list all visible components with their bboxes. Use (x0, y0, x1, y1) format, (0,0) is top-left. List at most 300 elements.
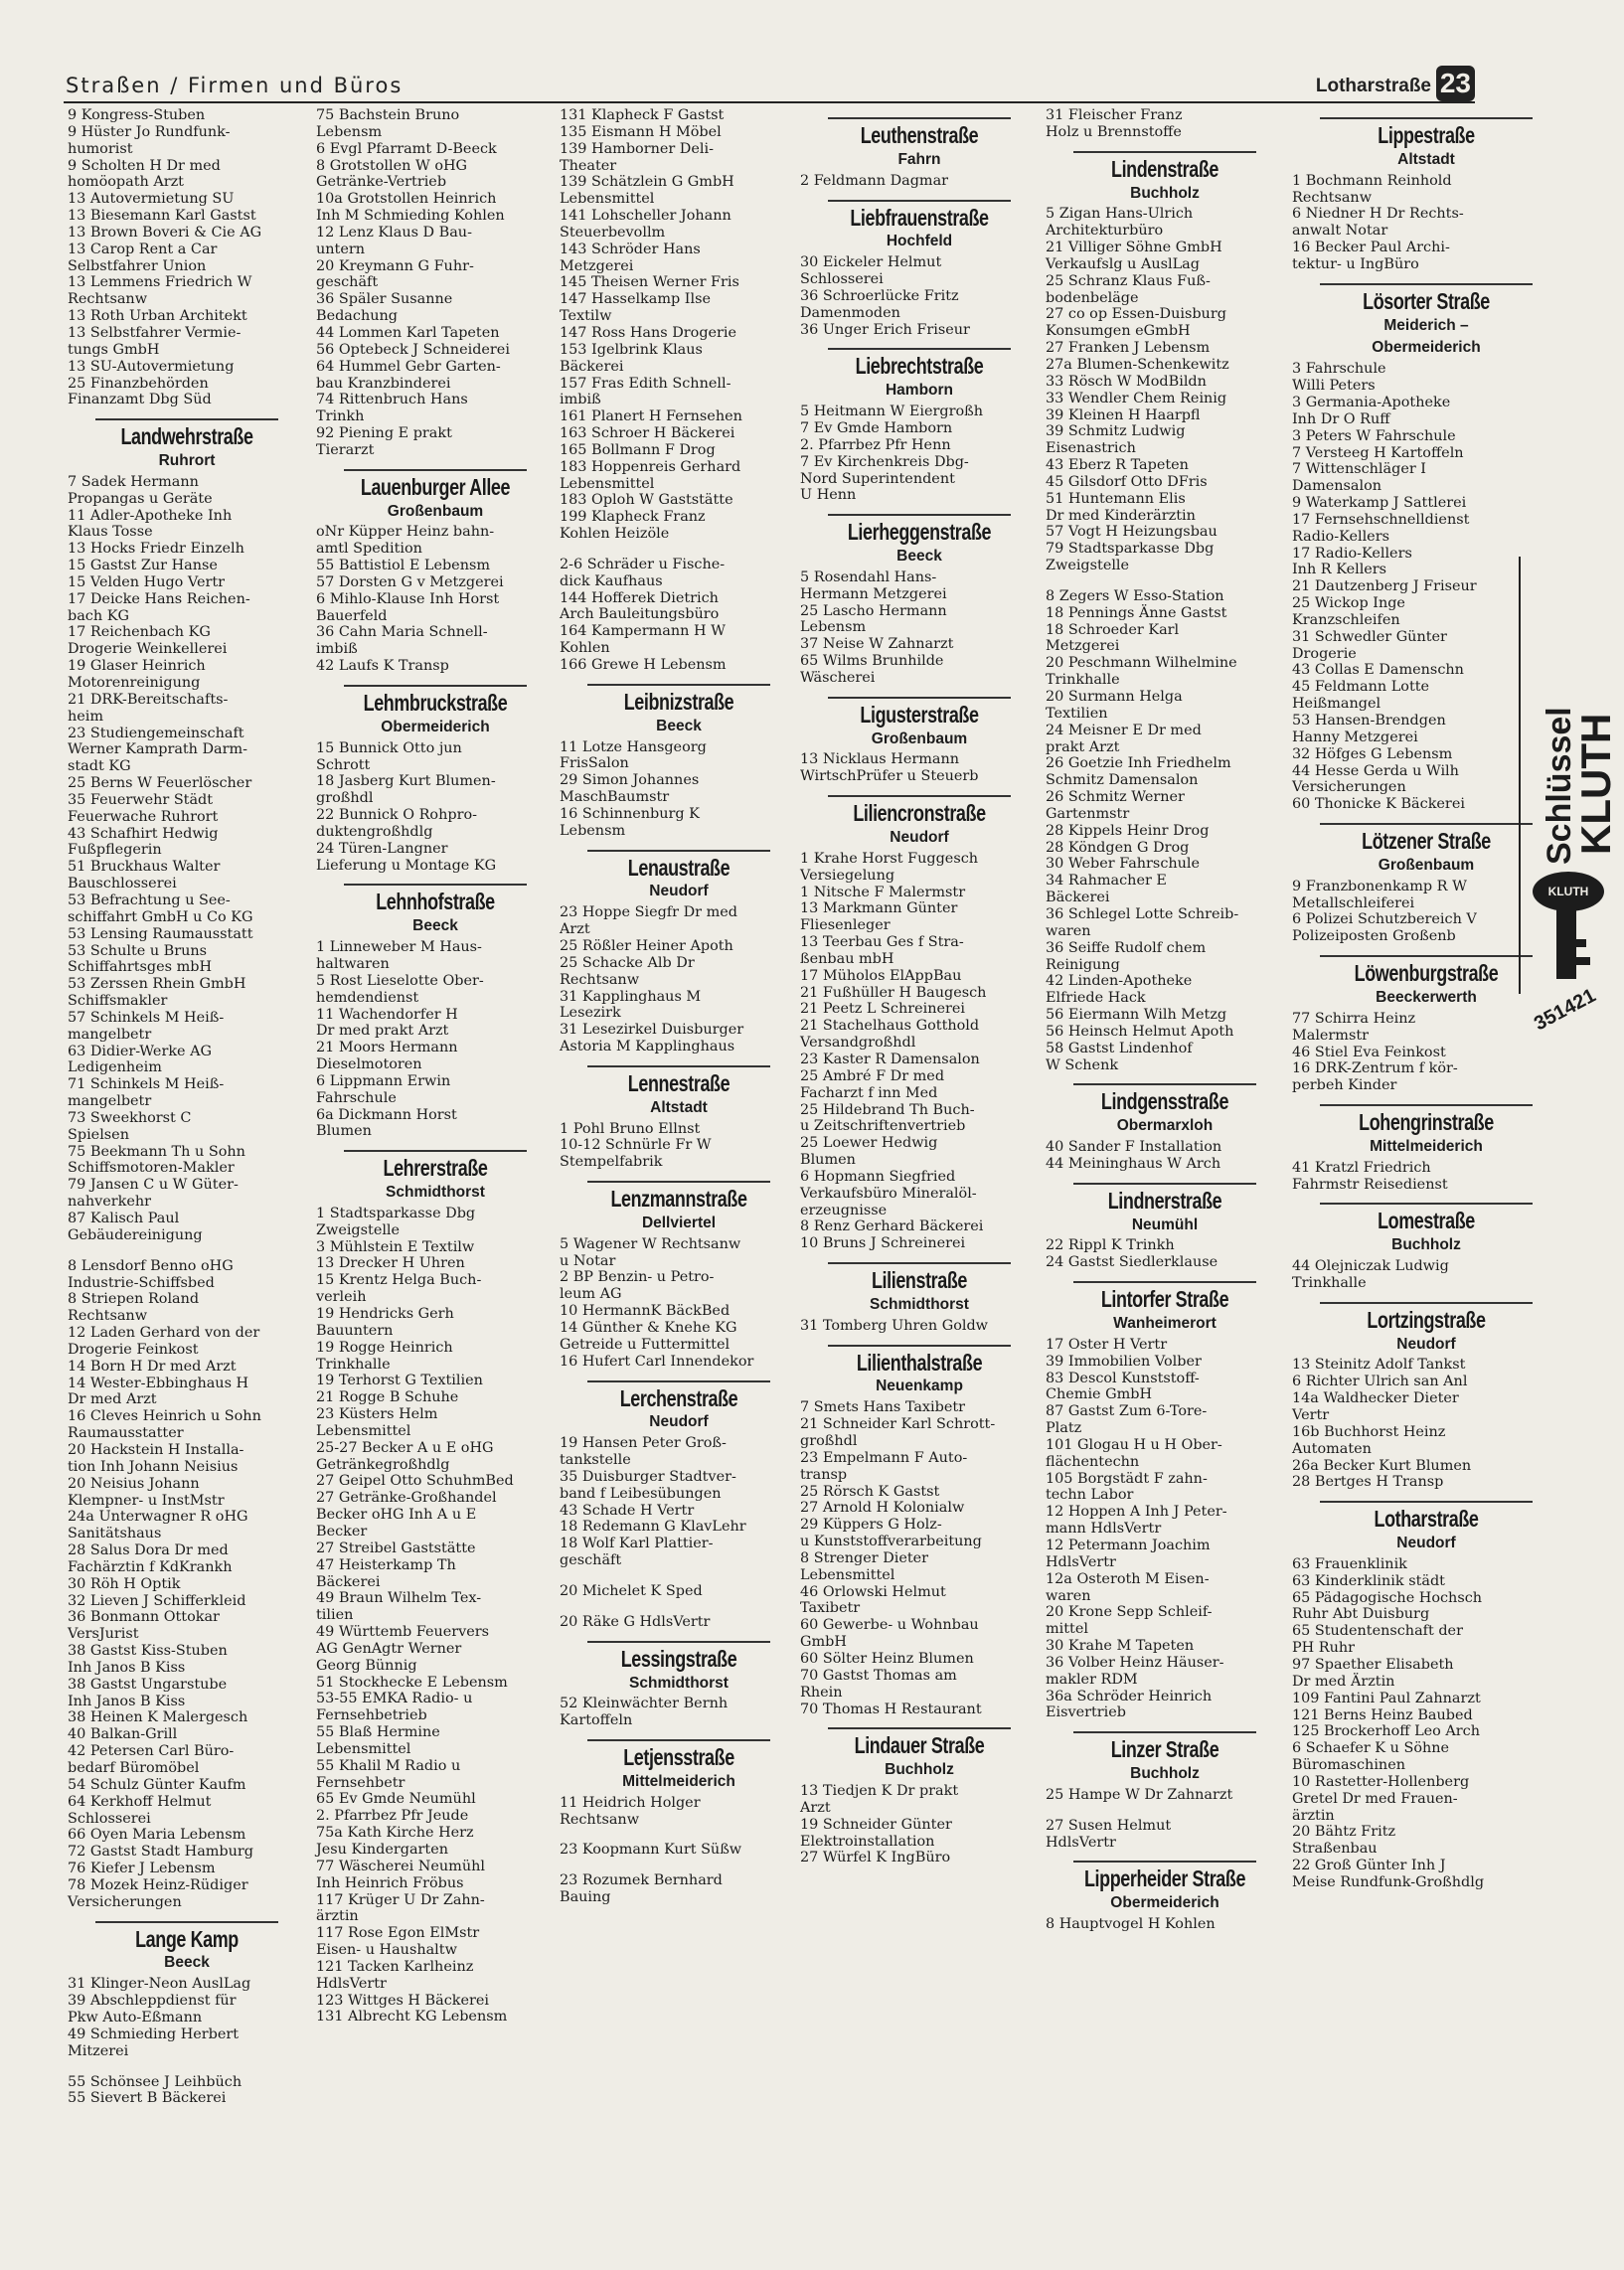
listing-line: 63 Didier-Werke AG (68, 1043, 213, 1059)
listing-line: 60 Thonicke K Bäckerei (1292, 796, 1465, 813)
listing-line: Bauschlosserei (68, 876, 177, 892)
listing-line: 49 Schmieding Herbert (68, 2026, 240, 2042)
listing-line: 161 Planert H Fernsehen (560, 408, 742, 425)
listing-line: 26 Schmitz Werner (1046, 789, 1185, 806)
listing-line: Arch Bauleitungsbüro (560, 606, 720, 623)
listing-line: 55 Blaß Hermine (316, 1724, 440, 1741)
listing-line: Radio-Kellers (1292, 528, 1389, 545)
directory-column-2 (316, 107, 555, 2026)
ad-brand-schluessel: Schlüssel (1541, 707, 1578, 865)
listing-line: 2. Pfarrbez Pfr Henn (800, 436, 951, 453)
listing-line: 11 Lotze Hansgeorg (560, 738, 707, 755)
listing-line: 97 Spaether Elisabeth (1292, 1656, 1454, 1673)
listing-line: dick Kaufhaus (560, 572, 663, 589)
header-section-title: Straßen / Firmen und Büros (66, 74, 404, 97)
listing-line: 65 Pädagogische Hochsch (1292, 1589, 1483, 1606)
listing-line: Ruhr Abt Duisburg (1292, 1606, 1430, 1623)
street-name: Lehrerstraße (383, 1155, 488, 1182)
listing-line: Automaten (1292, 1440, 1372, 1457)
street-name: Letjensstraße (623, 1744, 734, 1771)
listing-line: 39 Kleinen H Haarpfl (1046, 406, 1201, 423)
listing-line: Bauerfeld (316, 607, 388, 624)
listing-line: Dr med Kinderärztin (1046, 507, 1196, 524)
listing-line: mittel (1046, 1621, 1088, 1638)
listing-line: 6 Lippmann Erwin (316, 1072, 451, 1089)
listing-line: Lebensmittel (800, 1566, 895, 1583)
district-name: Buchholz (1391, 1236, 1461, 1254)
listing-line: 27 Franken J Lebensm (1046, 340, 1211, 357)
listing-line: 21 Dautzenberg J Friseur (1292, 578, 1477, 595)
listing-line: 32 Höfges G Lebensm (1292, 745, 1453, 762)
street-heading-block (1292, 1203, 1560, 1235)
listing-line: 53 Schulte u Bruns (68, 942, 208, 959)
district-name: Buchholz (1130, 184, 1200, 202)
listing-line: 1 Pohl Bruno Ellnst (560, 1120, 701, 1137)
listing-line: nahverkehr (68, 1194, 152, 1211)
street-name: Lenaustraße (627, 854, 731, 881)
street-heading-block (316, 685, 555, 718)
listing-line: Getränke-Vertrieb (316, 174, 447, 191)
listing-line: 18 Wolf Karl Plattier- (560, 1536, 714, 1552)
listing-line: 27 Würfel K IngBüro (800, 1850, 951, 1866)
listing-line: 49 Braun Wilhelm Tex- (316, 1590, 482, 1607)
listing-line: 147 Hasselkamp Ilse (560, 291, 711, 308)
listing-line: 2 Feldmann Dagmar (800, 172, 949, 189)
street-name: Lenzmannstraße (610, 1186, 747, 1213)
listing-line: Elektroinstallation (800, 1833, 935, 1850)
listing-line: Inh Janos B Kiss (68, 1693, 186, 1709)
listing-line: 15 Bunnick Otto jun (316, 739, 462, 756)
listing-line: 8 Renz Gerhard Bäckerei (800, 1218, 984, 1235)
listing-line: 13 Biesemann Karl Gastst (68, 208, 256, 225)
listing-line: 23 Studiengemeinschaft (68, 725, 244, 741)
listing-line: 53 Befrachtung u See- (68, 892, 231, 908)
street-heading-block (800, 348, 1039, 381)
listing-line: 12 Petermann Joachim (1046, 1537, 1211, 1553)
listing-line: 121 Tacken Karlheinz (316, 1958, 474, 1975)
listing-line: 37 Neise W Zahnarzt (800, 636, 954, 653)
header-running-street: Lotharstraße (1315, 76, 1431, 96)
listing-line: 16 Hufert Carl Innendekor (560, 1353, 754, 1370)
listing-line: 75 Beekmann Th u Sohn (68, 1143, 245, 1160)
listing-line: 53 Hansen-Brendgen (1292, 713, 1446, 729)
listing-line: Bäckerei (1046, 890, 1110, 906)
listing-line: Lebensmittel (560, 475, 655, 492)
listing-line: 51 Huntemann Elis (1046, 490, 1186, 507)
street-name: Lomestraße (1378, 1208, 1475, 1234)
listing-line: Inh R Kellers (1292, 562, 1387, 578)
listing-line: 24 Gastst Siedlerklause (1046, 1254, 1218, 1271)
listing-line: HdlsVertr (1046, 1834, 1116, 1851)
listing-line: 53 Zerssen Rhein GmbH (68, 976, 246, 993)
listing-line: 77 Schirra Heinz (1292, 1010, 1416, 1027)
listing-line: Zweigstelle (1046, 558, 1130, 574)
listing-line: Inh Heinrich Fröbus (316, 1874, 464, 1891)
listing-line: 27 Arnold H Kolonialw (800, 1500, 965, 1517)
listing-line: 92 Piening E prakt (316, 425, 452, 442)
listing-line: 183 Oploh W Gaststätte (560, 492, 733, 509)
listing-line: 20 Surmann Helga (1046, 689, 1183, 705)
listing-line: 13 Lemmens Friedrich W (68, 274, 252, 291)
listing-line: 16 Cleves Heinrich u Sohn (68, 1408, 261, 1425)
listing-line: Verkaufslg u AuslLag (1046, 255, 1200, 272)
listing-line: 25 Finanzbehörden (68, 375, 209, 392)
listing-line: 8 Hauptvogel H Kohlen (1046, 1916, 1216, 1933)
listing-line: Verkaufsbüro Mineralöl- (800, 1185, 977, 1202)
listing-line: 141 Lohscheller Johann (560, 208, 731, 225)
listing-line: Versiegelung (800, 867, 895, 884)
listing-line: 21 Peetz L Schreinerei (800, 1001, 965, 1018)
street-name: Lindgensstraße (1100, 1088, 1229, 1115)
listing-line: 12 Laden Gerhard von der (68, 1325, 260, 1342)
listing-line: 27 co op Essen-Duisburg (1046, 306, 1226, 323)
listing-line: 6 Mihlo-Klause Inh Horst (316, 590, 500, 607)
listing-line: 25 Schranz Klaus Fuß- (1046, 272, 1211, 289)
listing-line: 139 Schätzlein G GmbH (560, 174, 734, 191)
listing-line: 57 Dorsten G v Metzgerei (316, 573, 504, 590)
listing-line: Gartenmstr (1046, 805, 1130, 822)
listing-line: Textilw (560, 308, 612, 325)
listing-line: 31 Klinger-Neon AuslLag (68, 1976, 251, 1993)
listing-line: 79 Stadtsparkasse Dbg (1046, 541, 1215, 558)
spacer (560, 1600, 798, 1614)
listing-line: tion Inh Johann Neisius (68, 1458, 239, 1475)
listing-line: Vertr (1292, 1407, 1330, 1423)
district-name: Wanheimerort (1113, 1315, 1217, 1332)
listing-line: 16 DRK-Zentrum f kör- (1292, 1060, 1458, 1077)
listing-line: Versicherungen (68, 1893, 182, 1910)
listing-line: 1 Bochmann Reinhold (1292, 172, 1452, 189)
listing-line: 165 Bollmann F Drog (560, 441, 716, 458)
listing-line: 27 Geipel Otto SchuhmBed (316, 1473, 514, 1490)
listing-line: waren (1046, 1587, 1091, 1604)
listing-line: 1 Stadtsparkasse Dbg (316, 1205, 476, 1221)
listing-line: Polizeiposten Großenb (1292, 928, 1456, 945)
street-heading-block (1046, 1861, 1284, 1893)
listing-line: 27a Blumen-Schenkewitz (1046, 356, 1229, 373)
listing-line: Versandgroßhdl (800, 1035, 916, 1052)
listing-line: 27 Susen Helmut (1046, 1817, 1172, 1834)
listing-line: 46 Orlowski Helmut (800, 1583, 946, 1600)
listing-line: perbeh Kinder (1292, 1077, 1397, 1094)
listing-line: 199 Klapheck Franz (560, 509, 706, 526)
listing-line: 31 Kapplinghaus M (560, 988, 702, 1005)
listing-line: 55 Khalil M Radio u (316, 1757, 461, 1774)
listing-line: 10a Grotstollen Heinrich (316, 191, 497, 208)
listing-line: 2 BP Benzin- u Petro- (560, 1269, 715, 1286)
listing-line: Bäckerei (316, 1573, 381, 1590)
listing-line: Schiffahrtsges mbH (68, 959, 213, 976)
listing-line: Fahrschule (316, 1089, 397, 1106)
listing-line: Rhein (800, 1684, 843, 1701)
listing-line: 13 Roth Urban Architekt (68, 308, 247, 325)
listing-line: Getränkegroßhdlg (316, 1456, 450, 1473)
listing-line: 75 Bachstein Bruno (316, 107, 460, 123)
listing-line: 42 Laufs K Transp (316, 658, 449, 675)
listing-line: 6a Dickmann Horst (316, 1106, 457, 1123)
listing-line: 131 Albrecht KG Lebensm (316, 2009, 508, 2026)
listing-line: Lesezirk (560, 1005, 621, 1022)
listing-line: 12a Osteroth M Eisen- (1046, 1570, 1210, 1587)
listing-line: 5 Wagener W Rechtsanw (560, 1235, 741, 1252)
listing-line: Konsumgen eGmbH (1046, 323, 1191, 340)
street-name: Lennestraße (627, 1069, 731, 1096)
listing-line: 42 Petersen Carl Büro- (68, 1743, 235, 1760)
listing-line: 28 Köndgen G Drog (1046, 839, 1190, 856)
listing-line: 144 Hofferek Dietrich (560, 589, 719, 606)
listing-line: 78 Mozek Heinz-Rüdiger (68, 1876, 248, 1893)
listing-line: 21 Rogge B Schuhe (316, 1389, 459, 1406)
listing-line: Georg Bünnig (316, 1657, 417, 1674)
district-name: Altstadt (1397, 150, 1455, 168)
street-name: Lindnerstraße (1107, 1187, 1222, 1214)
listing-line: 166 Grewe H Lebensm (560, 657, 727, 673)
listing-line: 9 Waterkamp J Sattlerei (1292, 495, 1467, 512)
listing-line: hemdendienst (316, 989, 419, 1006)
listing-line: 17 Müholos ElAppBau (800, 967, 962, 984)
listing-line: 131 Klapheck F Gastst (560, 107, 725, 123)
listing-line: 26 Goetzie Inh Friedhelm (1046, 755, 1231, 772)
listing-line: Lebensmittel (316, 1422, 411, 1439)
street-heading-block (560, 850, 798, 883)
listing-line: 153 Igelbrink Klaus (560, 341, 703, 358)
listing-line: 38 Heinen K Malergesch (68, 1709, 248, 1726)
listing-line: Ledigenheim (68, 1059, 162, 1076)
listing-line: Wäscherei (800, 669, 876, 686)
listing-line: 23 Hoppe Siegfr Dr med (560, 904, 737, 921)
listing-line: 7 Smets Hans Taxibetr (800, 1399, 966, 1416)
listing-line: Schrott (316, 756, 371, 773)
listing-line: W Schenk (1046, 1056, 1119, 1073)
listing-line: 25 Wickop Inge (1292, 595, 1405, 612)
listing-line: 23 Kaster R Damensalon (800, 1051, 980, 1067)
listing-line: 20 Bähtz Fritz (1292, 1824, 1396, 1841)
listing-line: 6 Niedner H Dr Rechts- (1292, 206, 1464, 223)
listing-line: 76 Kiefer J Lebensm (68, 1861, 216, 1877)
listing-line: Rechtsanw (68, 291, 148, 308)
listing-line: Motorenreinigung (68, 675, 201, 691)
listing-line: Mitzerei (68, 2042, 129, 2059)
street-name: Lohengrinstraße (1359, 1109, 1494, 1136)
listing-line: 22 Bunnick O Rohpro- (316, 807, 477, 824)
street-name: Lessingstraße (620, 1645, 737, 1672)
street-name: Lotharstraße (1374, 1506, 1479, 1533)
listing-line: 20 Hackstein H Installa- (68, 1441, 244, 1458)
listing-line: 6 Polizei Schutzbereich V (1292, 911, 1477, 928)
listing-line: Büromaschinen (1292, 1757, 1405, 1774)
listing-line: 70 Thomas H Restaurant (800, 1701, 982, 1717)
listing-line: 13 Nicklaus Hermann (800, 751, 959, 768)
listing-line: 1 Nitsche F Malermstr (800, 884, 966, 900)
listing-line: Bedachung (316, 308, 398, 325)
listing-line: Elfriede Hack (1046, 990, 1146, 1007)
listing-line: mangelbetr (68, 1093, 152, 1110)
listing-line: Inh Janos B Kiss (68, 1659, 186, 1676)
listing-line: 44 Lommen Karl Tapeten (316, 324, 500, 341)
listing-line: Malermstr (1292, 1027, 1370, 1044)
listing-line: U Henn (800, 487, 857, 504)
district-name: Großenbaum (1378, 856, 1475, 874)
listing-line: 57 Vogt H Heizungsbau (1046, 524, 1218, 541)
listing-line: 45 Feldmann Lotte (1292, 679, 1430, 696)
listing-line: AG GenAgtr Werner (316, 1640, 462, 1657)
listing-line: 6 Hopmann Siegfried (800, 1168, 956, 1185)
spacer (560, 543, 798, 557)
street-heading-block (560, 1739, 798, 1772)
listing-line: 13 Brown Boveri & Cie AG (68, 224, 262, 241)
listing-line: 9 Franzbonenkamp R W (1292, 878, 1467, 894)
listing-line: Steuerbevollm (560, 224, 666, 241)
listing-line: Lebensmittel (316, 1740, 411, 1757)
listing-line: oNr Küpper Heinz bahn- (316, 524, 495, 541)
listing-line: bodenbeläge (1046, 289, 1139, 306)
listing-line: 16 Schinnenburg K (560, 805, 700, 822)
listing-line: 5 Rosendahl Hans- (800, 568, 937, 585)
listing-line: 45 Gilsdorf Otto DFris (1046, 473, 1208, 490)
listing-line: Damensalon (1292, 478, 1382, 495)
listing-line: 30 Eickeler Helmut (800, 254, 942, 271)
listing-line: 14 Wester-Ebbinghaus H (68, 1375, 249, 1391)
listing-line: 64 Kerkhoff Helmut (68, 1793, 212, 1810)
listing-line: imbiß (316, 641, 358, 658)
listing-line: Pkw Auto-Eßmann (68, 2009, 203, 2026)
listing-line: Rechtsanw (68, 1308, 148, 1325)
listing-line: 43 Schafhirt Hedwig (68, 825, 219, 842)
district-name: Neudorf (1396, 1335, 1456, 1353)
street-name: Lilienstraße (871, 1267, 968, 1294)
listing-line: tankstelle (560, 1452, 631, 1469)
listing-line: 8 Lensdorf Benno oHG (68, 1257, 234, 1274)
street-name: Lerchenstraße (619, 1384, 738, 1411)
listing-line: 58 Gastst Lindenhof (1046, 1040, 1193, 1056)
listing-line: flächentechn (1046, 1453, 1140, 1470)
district-name: Beeck (164, 1954, 210, 1972)
street-heading-block (1292, 1104, 1560, 1137)
listing-line: Metzgerei (560, 257, 634, 274)
listing-line: 36 Bonmann Ottokar (68, 1609, 220, 1626)
spacer (1046, 574, 1284, 588)
listing-line: 30 Krahe M Tapeten (1046, 1638, 1195, 1655)
street-heading-block (1046, 1083, 1284, 1116)
listing-line: Eisvertrieb (1046, 1704, 1127, 1721)
listing-line: 21 Fußhüller H Baugesch (800, 984, 987, 1001)
listing-line: 54 Schulz Günter Kaufm (68, 1776, 246, 1793)
listing-line: 21 DRK-Bereitschafts- (68, 691, 229, 708)
listing-line: 20 Peschmann Wilhelmine (1046, 655, 1237, 672)
district-name: Obermeiderich (381, 718, 490, 735)
listing-line: 28 Kippels Heinr Drog (1046, 822, 1210, 839)
listing-line: 39 Immobilien Volber (1046, 1353, 1202, 1370)
listing-line: 6 Richter Ulrich san Anl (1292, 1374, 1468, 1390)
street-heading-block (800, 795, 1039, 828)
listing-line: 87 Kalisch Paul (68, 1211, 180, 1226)
listing-line: 10-12 Schnürle Fr W (560, 1137, 712, 1154)
listing-line: Tierarzt (316, 441, 375, 458)
listing-line: VersJurist (68, 1626, 139, 1643)
listing-line: 23 Empelmann F Auto- (800, 1449, 968, 1466)
district-name: Schmidthorst (870, 1295, 969, 1313)
listing-line: 46 Stiel Eva Feinkost (1292, 1044, 1446, 1060)
listing-line: Schiffsmakler (68, 993, 168, 1010)
listing-line: 31 Schwedler Günter (1292, 628, 1447, 645)
listing-line: 39 Schmitz Ludwig (1046, 423, 1186, 440)
listing-line: 30 Weber Fahrschule (1046, 856, 1201, 873)
listing-line: 23 Küsters Helm (316, 1406, 438, 1423)
listing-line: 36 Volber Heinz Häuser- (1046, 1654, 1224, 1671)
listing-line: 3 Fahrschule (1292, 361, 1386, 378)
listing-line: 16 Becker Paul Archi- (1292, 240, 1450, 256)
listing-line: u Kunststoffverarbeitung (800, 1534, 982, 1550)
listing-line: HdlsVertr (316, 1975, 387, 1992)
listing-line: Spielsen (68, 1126, 129, 1143)
listing-line: 22 Rippl K Trinkh (1046, 1237, 1175, 1254)
listing-line: Propangas u Geräte (68, 490, 213, 507)
listing-line: geschäft (316, 274, 379, 291)
listing-line: 21 Stachelhaus Gotthold (800, 1018, 980, 1035)
street-name: Liebrechtstraße (855, 353, 984, 380)
listing-line: 10 HermannK BäckBed (560, 1303, 731, 1320)
listing-line: 3 Mühlstein E Textilw (316, 1238, 475, 1255)
listing-line: 145 Theisen Werner Fris (560, 274, 739, 291)
street-heading-block (68, 418, 306, 451)
listing-line: 38 Gastst Kiss-Stuben (68, 1643, 228, 1660)
listing-line: 60 Sölter Heinz Blumen (800, 1650, 974, 1667)
district-name: Obermeiderich (1110, 1894, 1219, 1912)
listing-line: 25 Ambré F Dr med (800, 1067, 945, 1084)
listing-line: Bauuntern (316, 1322, 394, 1339)
listing-line: 164 Kampermann H W (560, 623, 726, 640)
street-heading-block (1046, 151, 1284, 184)
listing-line: Fernsehbetr (316, 1774, 406, 1791)
listing-line: 14 Günther & Knehe KG (560, 1320, 737, 1336)
listing-line: 14 Born H Dr med Arzt (68, 1358, 237, 1375)
directory-column-3 (560, 107, 798, 1906)
listing-line: 31 Lesezirkel Duisburger (560, 1022, 744, 1039)
listing-line: 74 Rittenbruch Hans (316, 392, 468, 408)
listing-line: 11 Heidrich Holger (560, 1794, 701, 1811)
listing-line: 43 Collas E Damenschn (1292, 662, 1464, 679)
listing-line: Schiffsmotoren-Makler (68, 1160, 235, 1177)
listing-line: leum AG (560, 1286, 622, 1303)
listing-line: 2. Pfarrbez Pfr Jeude (316, 1808, 469, 1825)
listing-line: 32 Lieven J Schifferkleid (68, 1592, 246, 1609)
listing-line: Holz u Brennstoffe (1046, 123, 1182, 140)
listing-line: 143 Schröder Hans (560, 241, 701, 257)
listing-line: 3 Peters W Fahrschule (1292, 427, 1456, 444)
listing-line: 13 Autovermietung SU (68, 191, 235, 208)
listing-line: MaschBaumstr (560, 789, 670, 806)
listing-line: 22 Groß Günter Inh J (1292, 1858, 1446, 1874)
listing-line: Kartoffeln (560, 1712, 633, 1729)
listing-line: Lebensm (316, 123, 383, 140)
district-name: Schmidthorst (386, 1184, 485, 1202)
listing-line: 57 Schinkels M Heiß- (68, 1009, 225, 1026)
listing-line: 23 Rozumek Bernhard (560, 1872, 723, 1889)
listing-line: 105 Borgstädt F zahn- (1046, 1470, 1208, 1487)
listing-line: Gretel Dr med Frauen- (1292, 1790, 1458, 1807)
street-heading-block (800, 200, 1039, 233)
district-name: Buchholz (1130, 1765, 1200, 1783)
listing-line: 9 Kongress-Stuben (68, 107, 206, 123)
listing-line: Dr med prakt Arzt (316, 1023, 449, 1040)
listing-line: Zweigstelle (316, 1221, 401, 1238)
listing-line: 20 Räke G HdlsVertr (560, 1613, 711, 1630)
listing-line: ärztin (316, 1908, 359, 1925)
listing-line: verleih (316, 1289, 367, 1306)
listing-line: 17 Radio-Kellers (1292, 545, 1412, 562)
listing-line: Fernsehbetrieb (316, 1707, 427, 1724)
listing-line: 71 Schinkels M Heiß- (68, 1076, 225, 1093)
